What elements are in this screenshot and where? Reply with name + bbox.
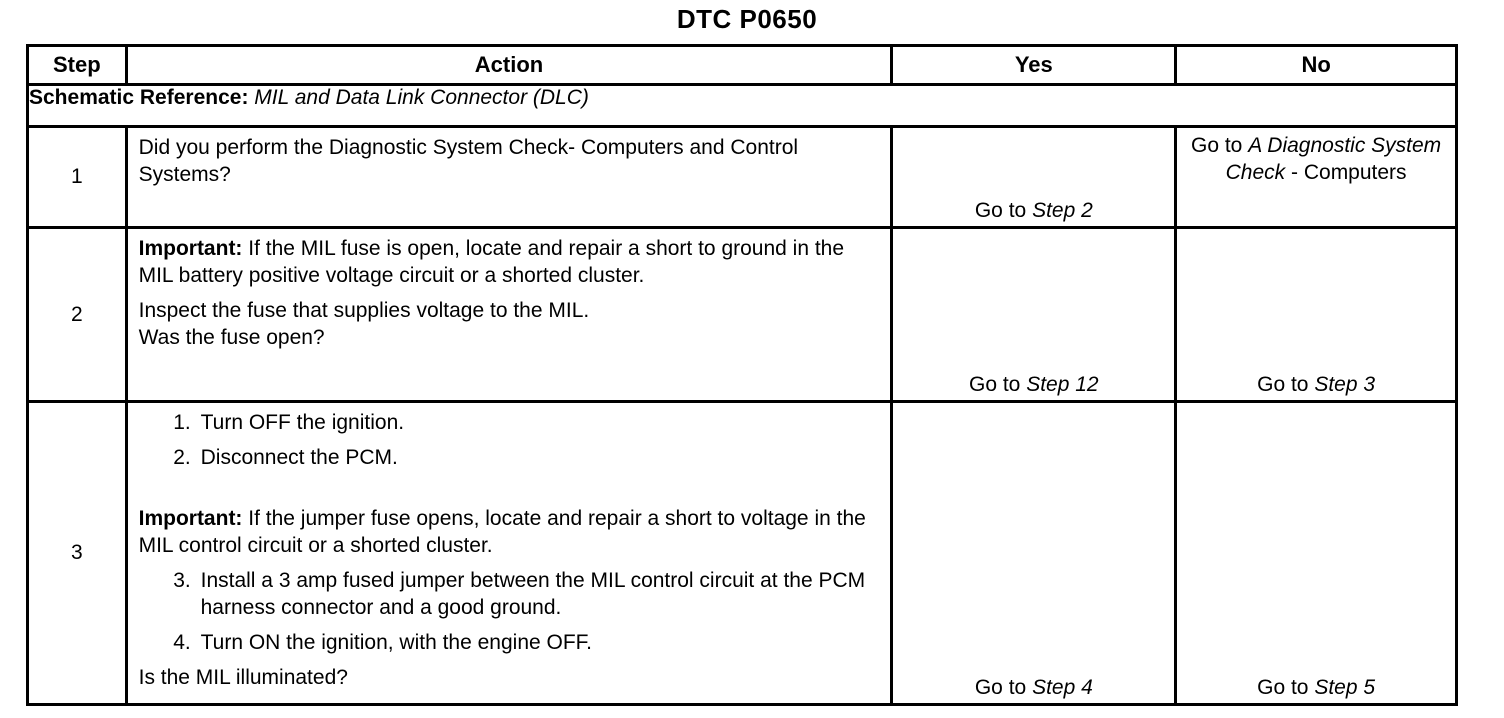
procedure-list-b bbox=[139, 567, 881, 656]
yes-prefix: Go to bbox=[974, 676, 1027, 699]
procedure-list-a bbox=[139, 409, 881, 471]
no-prefix: Go to bbox=[1257, 676, 1309, 699]
no-prefix: Go to bbox=[1257, 373, 1309, 396]
step-number: 3 bbox=[28, 402, 127, 705]
list-item: 2. Disconnect the PCM. bbox=[197, 444, 881, 471]
schematic-value: MIL and Data Link Connector (DLC) bbox=[254, 86, 589, 109]
no-cell bbox=[1176, 402, 1457, 705]
no-target: Step 5 bbox=[1314, 676, 1376, 699]
table-row-step-3 bbox=[28, 402, 1457, 705]
table-row-step-1 bbox=[28, 127, 1457, 228]
page-title: DTC P0650 bbox=[676, 4, 818, 34]
header-yes: Yes bbox=[892, 46, 1176, 85]
step-number: 2 bbox=[28, 228, 127, 402]
yes-cell bbox=[892, 228, 1176, 402]
table-row-step-2 bbox=[28, 228, 1457, 402]
no-target: A Diagnostic System Check bbox=[1225, 134, 1442, 184]
diagnostic-table bbox=[26, 44, 1458, 706]
action-cell bbox=[126, 402, 892, 705]
list-item: 3. Install a 3 amp fused jumper between the MIL control circuit at the PCM harness connector and a good ground. bbox=[197, 567, 881, 621]
header-action: Action bbox=[126, 46, 892, 85]
schematic-reference bbox=[28, 85, 1457, 127]
step-number: 1 bbox=[28, 127, 127, 228]
list-item: 1. Turn OFF the ignition. bbox=[197, 409, 881, 436]
yes-target: Step 12 bbox=[1026, 373, 1099, 396]
important-label: Important: bbox=[138, 237, 243, 260]
no-prefix: Go to bbox=[1191, 134, 1243, 157]
schematic-label: Schematic Reference: bbox=[29, 86, 249, 109]
no-cell bbox=[1176, 228, 1457, 402]
yes-prefix: Go to bbox=[969, 373, 1021, 396]
action-question: Is the MIL illuminated? bbox=[138, 666, 348, 689]
no-cell bbox=[1176, 127, 1457, 228]
important-note bbox=[139, 505, 881, 559]
list-item: 4. Turn ON the ignition, with the engine OFF. bbox=[197, 629, 881, 656]
yes-target: Step 2 bbox=[1032, 199, 1093, 222]
no-target: Step 3 bbox=[1314, 373, 1376, 396]
yes-target: Step 4 bbox=[1032, 676, 1093, 699]
action-line: Inspect the fuse that supplies voltage to the MIL. bbox=[138, 299, 590, 322]
important-note bbox=[139, 235, 881, 289]
schematic-reference-row bbox=[28, 85, 1457, 127]
action-text: Did you perform the Diagnostic System Check- Computers and Control Systems? bbox=[138, 136, 799, 186]
yes-cell bbox=[892, 127, 1176, 228]
header-step: Step bbox=[28, 46, 127, 85]
important-text: If the jumper fuse opens, locate and repair a short to voltage in the MIL control circuit or a shorted cluster. bbox=[138, 507, 866, 557]
action-cell bbox=[126, 228, 892, 402]
header-no: No bbox=[1176, 46, 1457, 85]
yes-cell bbox=[892, 402, 1176, 705]
important-label: Important: bbox=[138, 507, 243, 530]
important-text: If the MIL fuse is open, locate and repair a short to ground in the MIL battery positive voltage circuit or a shorted cluster. bbox=[138, 237, 845, 287]
action-cell bbox=[126, 127, 892, 228]
header-row bbox=[28, 46, 1457, 85]
no-suffix: - Computers bbox=[1291, 161, 1407, 184]
yes-prefix: Go to bbox=[974, 199, 1027, 222]
action-question: Was the fuse open? bbox=[138, 326, 325, 349]
